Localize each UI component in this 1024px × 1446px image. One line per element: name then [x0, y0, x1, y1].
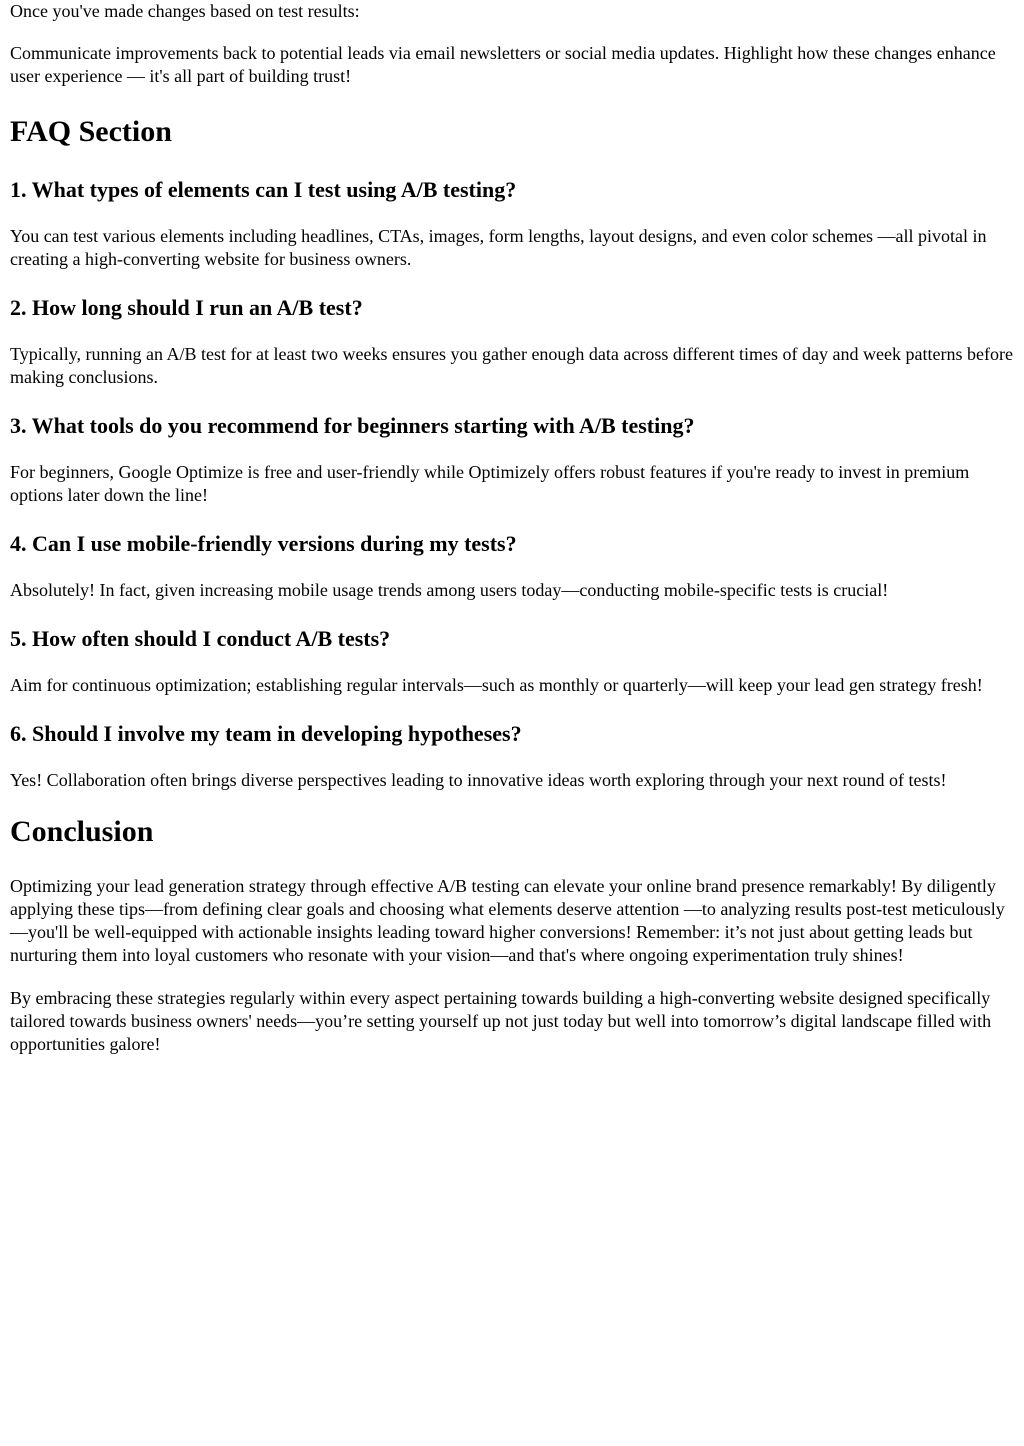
intro-lead-in: Once you've made changes based on test results: — [10, 1, 360, 21]
faq-answer-1: You can test various elements including headlines, CTAs, images, form lengths, layout designs, and even color schemes —all pivotal in creating a high-converting website for business owners. — [10, 226, 987, 269]
faq-section-heading: FAQ Section — [10, 115, 172, 148]
faq-answer-2: Typically, running an A/B test for at least two weeks ensures you gather enough data across different times of day and week patterns before making conclusions. — [10, 344, 1013, 387]
faq-question-5: 5. How often should I conduct A/B tests? — [10, 626, 391, 651]
faq-question-6: 6. Should I involve my team in developing hypotheses? — [10, 721, 522, 746]
faq-question-2: 2. How long should I run an A/B test? — [10, 295, 363, 320]
conclusion-paragraph-2: By embracing these strategies regularly within every aspect pertaining towards building a high-converting website designed specifically tailored towards business owners' needs—you’re setting yourself up not just today but well into tomorrow’s digital landscape filled with opportunities galore! — [10, 988, 992, 1054]
faq-question-4: 4. Can I use mobile-friendly versions during my tests? — [10, 531, 517, 556]
faq-question-3: 3. What tools do you recommend for beginners starting with A/B testing? — [10, 413, 695, 438]
faq-answer-3: For beginners, Google Optimize is free and user-friendly while Optimizely offers robust features if you're ready to invest in premium options later down the line! — [10, 462, 970, 505]
faq-answer-5: Aim for continuous optimization; establishing regular intervals—such as monthly or quarterly—will keep your lead gen strategy fresh! — [10, 675, 983, 695]
conclusion-heading: Conclusion — [10, 815, 154, 848]
faq-answer-4: Absolutely! In fact, given increasing mobile usage trends among users today—conducting mobile-specific tests is crucial! — [10, 580, 889, 600]
faq-question-1: 1. What types of elements can I test using A/B testing? — [10, 177, 517, 202]
intro-paragraph: Communicate improvements back to potential leads via email newsletters or social media updates. Highlight how these changes enhance user experience — it's all part of building trust! — [10, 43, 996, 86]
faq-answer-6: Yes! Collaboration often brings diverse perspectives leading to innovative ideas worth exploring through your next round of tests! — [10, 770, 947, 790]
conclusion-paragraph-1: Optimizing your lead generation strategy through effective A/B testing can elevate your online brand presence remarkably! By diligently applying these tips—from defining clear goals and choosing what elements deserve attention —to analyzing results post-test meticulously—you'll be well-equipped with actionable insights leading toward higher conversions! Remember: it’s not just about getting leads but nurturing them into loyal customers who resonate with your vision—and that's where ongoing experimentation truly shines! — [10, 876, 1005, 965]
